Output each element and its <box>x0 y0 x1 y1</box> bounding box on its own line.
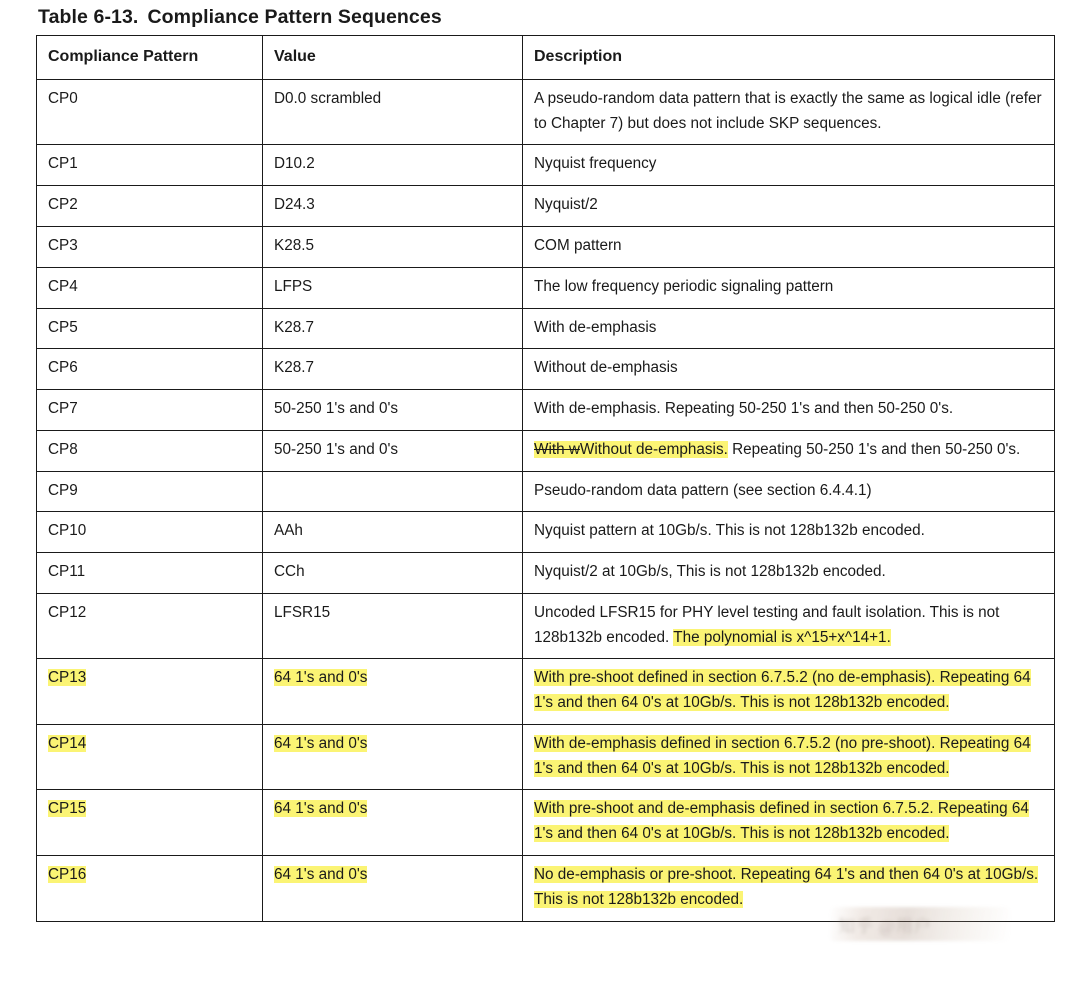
table-row <box>37 471 1055 512</box>
cell-description: Nyquist pattern at 10Gb/s. This is not 128b132b encoded. <box>523 512 1055 553</box>
cell-value: 64 1's and 0's <box>274 800 368 818</box>
description-highlighted: The polynomial is x^15+x^14+1. <box>673 628 891 646</box>
cell-pattern: CP16 <box>48 865 87 883</box>
cell-value: LFSR15 <box>263 593 523 659</box>
cell-description: COM pattern <box>523 226 1055 267</box>
table-row <box>37 308 1055 349</box>
table-header-row <box>37 36 1055 80</box>
cell-value: K28.7 <box>263 349 523 390</box>
cell-description: With de-emphasis <box>523 308 1055 349</box>
table-caption-number: Table 6-13. <box>38 6 139 28</box>
column-header-description: Description <box>523 36 1055 80</box>
description-plain: Uncoded LFSR15 for PHY level testing and fault isolation. This is not 128b132b encoded. <box>534 603 1000 646</box>
cell-pattern: CP9 <box>37 471 263 512</box>
table-row <box>37 226 1055 267</box>
cell-value: K28.5 <box>263 226 523 267</box>
inserted-text: Without de-emphasis. <box>579 440 728 458</box>
cell-description: Nyquist frequency <box>523 145 1055 186</box>
table-row <box>37 512 1055 553</box>
cell-pattern: CP10 <box>37 512 263 553</box>
table-row <box>37 267 1055 308</box>
cell-pattern: CP5 <box>37 308 263 349</box>
cell-value: 50-250 1's and 0's <box>263 430 523 471</box>
table-row <box>37 390 1055 431</box>
cell-description: With pre-shoot and de-emphasis defined in section 6.7.5.2. Repeating 64 1's and then 64 0's at 10Gb/s. This is not 128b132b encoded. <box>534 800 1029 843</box>
compliance-pattern-table <box>36 35 1055 922</box>
cell-pattern: CP3 <box>37 226 263 267</box>
table-row <box>37 79 1055 145</box>
cell-description: With pre-shoot defined in section 6.7.5.2 (no de-emphasis). Repeating 64 1's and then 64 0's at 10Gb/s. This is not 128b132b encoded. <box>534 669 1031 712</box>
cell-value: LFPS <box>263 267 523 308</box>
table-row <box>37 593 1055 659</box>
cell-description: The low frequency periodic signaling pattern <box>523 267 1055 308</box>
table-row <box>37 349 1055 390</box>
deleted-text: With w <box>534 440 580 458</box>
cell-value: 64 1's and 0's <box>274 734 368 752</box>
cell-description: Nyquist/2 <box>523 186 1055 227</box>
cell-pattern: CP12 <box>37 593 263 659</box>
table-row <box>37 430 1055 471</box>
cell-description: With de-emphasis. Repeating 50-250 1's and then 50-250 0's. <box>523 390 1055 431</box>
table-row <box>37 855 1055 921</box>
cell-description: With de-emphasis defined in section 6.7.5.2 (no pre-shoot). Repeating 64 1's and then 64 0's at 10Gb/s. This is not 128b132b encoded. <box>534 734 1031 777</box>
table-caption <box>38 6 1054 29</box>
cell-pattern: CP2 <box>37 186 263 227</box>
table-caption-title: Compliance Pattern Sequences <box>147 6 442 28</box>
cell-description: Nyquist/2 at 10Gb/s, This is not 128b132b encoded. <box>523 553 1055 594</box>
table-row <box>37 790 1055 856</box>
watermark-text: 知乎 @用户 <box>838 917 932 936</box>
table-row <box>37 659 1055 725</box>
cell-value: 64 1's and 0's <box>274 865 368 883</box>
table-row <box>37 553 1055 594</box>
cell-value: CCh <box>263 553 523 594</box>
cell-value: 64 1's and 0's <box>274 669 368 687</box>
cell-description <box>523 593 1055 659</box>
cell-value: AAh <box>263 512 523 553</box>
description-rest: Repeating 50-250 1's and then 50-250 0's. <box>727 440 1021 458</box>
cell-description <box>523 430 1055 471</box>
cell-description: No de-emphasis or pre-shoot. Repeating 64 1's and then 64 0's at 10Gb/s. This is not 128b132b encoded. <box>534 865 1039 908</box>
cell-pattern: CP8 <box>37 430 263 471</box>
column-header-compliance-pattern: Compliance Pattern <box>37 36 263 80</box>
table-row <box>37 186 1055 227</box>
cell-description: A pseudo-random data pattern that is exactly the same as logical idle (refer to Chapter 7) but does not include SKP sequences. <box>523 79 1055 145</box>
column-header-value: Value <box>263 36 523 80</box>
cell-pattern: CP0 <box>37 79 263 145</box>
cell-pattern: CP1 <box>37 145 263 186</box>
cell-pattern: CP11 <box>37 553 263 594</box>
cell-pattern: CP15 <box>48 800 87 818</box>
cell-value: D24.3 <box>263 186 523 227</box>
table-row <box>37 724 1055 790</box>
cell-pattern: CP6 <box>37 349 263 390</box>
table-row <box>37 145 1055 186</box>
cell-value <box>263 471 523 512</box>
cell-pattern: CP7 <box>37 390 263 431</box>
cell-pattern: CP13 <box>48 669 87 687</box>
cell-pattern: CP4 <box>37 267 263 308</box>
table-body <box>37 79 1055 921</box>
cell-value: 50-250 1's and 0's <box>263 390 523 431</box>
cell-description: Pseudo-random data pattern (see section 6.4.4.1) <box>523 471 1055 512</box>
cell-value: D10.2 <box>263 145 523 186</box>
cell-description: Without de-emphasis <box>523 349 1055 390</box>
cell-value: D0.0 scrambled <box>263 79 523 145</box>
cell-value: K28.7 <box>263 308 523 349</box>
cell-pattern: CP14 <box>48 734 87 752</box>
